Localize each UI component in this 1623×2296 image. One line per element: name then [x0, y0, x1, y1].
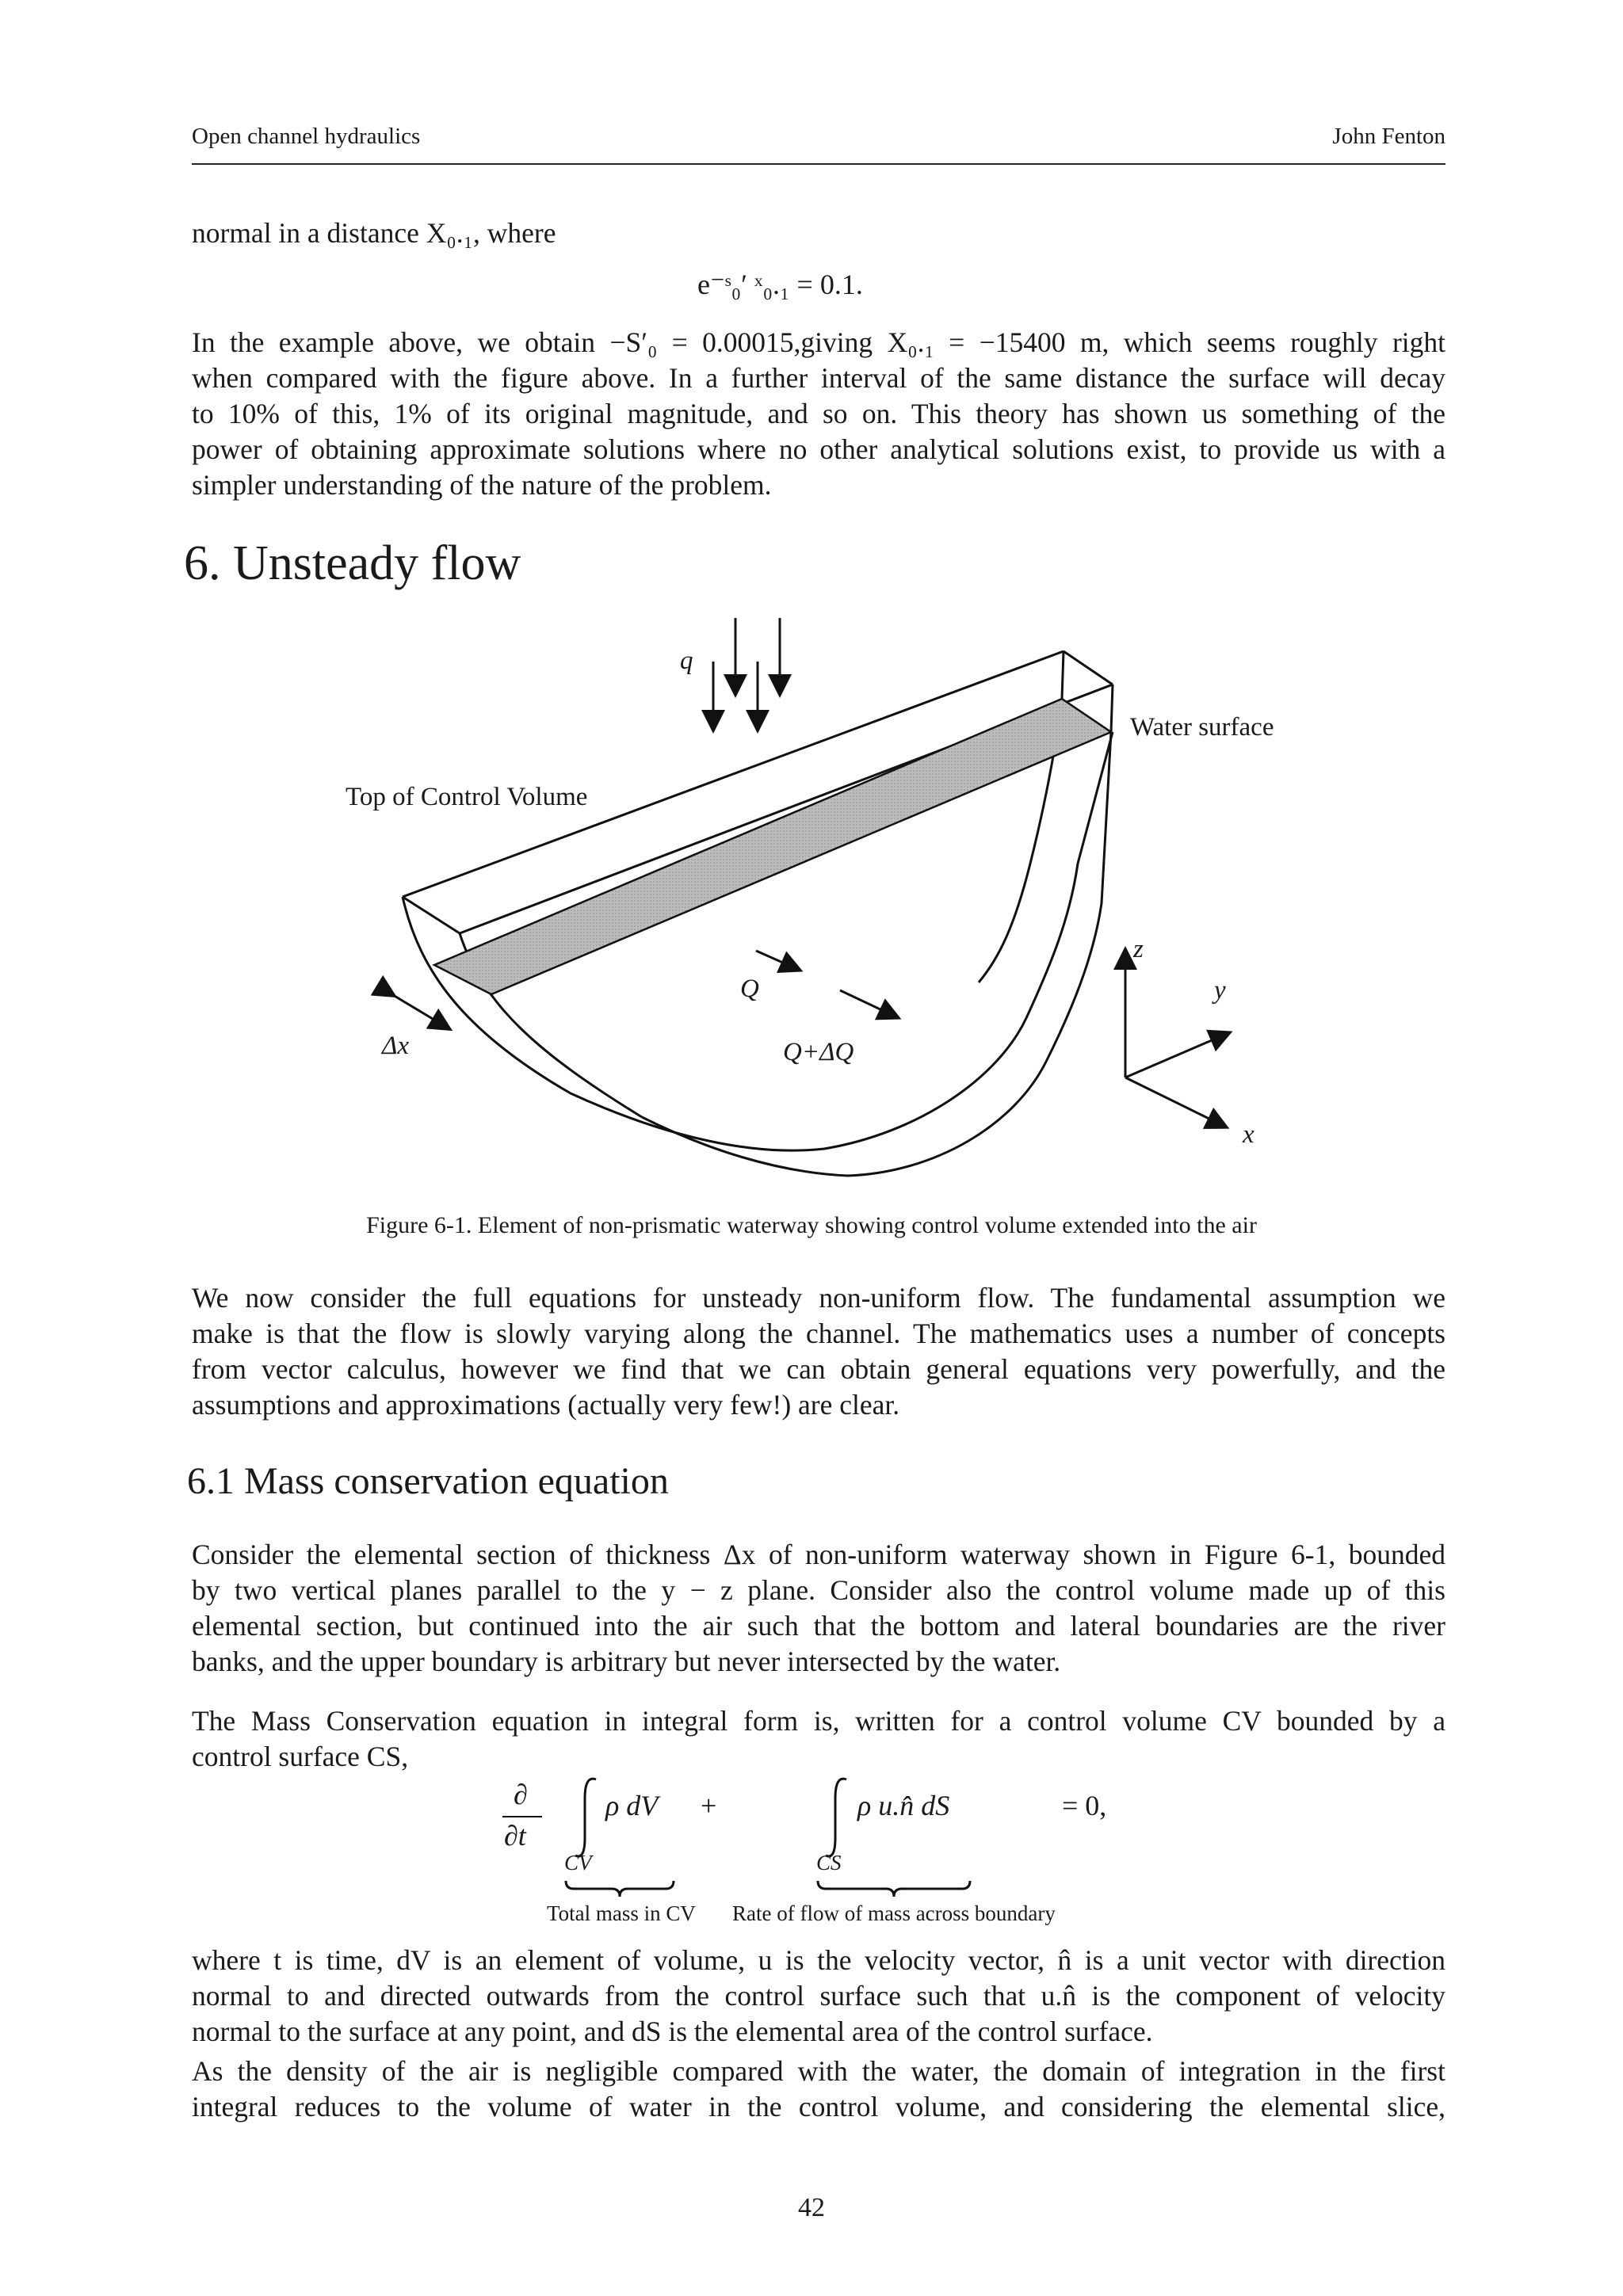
running-header	[192, 124, 1445, 165]
underbrace-cs	[816, 1879, 972, 1898]
underbrace-cv	[564, 1879, 675, 1898]
text-line: assumptions and approximations (actually very few!) are clear.	[192, 1389, 900, 1421]
text-line: where t is time, dV is an element of volume, u is the velocity vector, n̂ is a unit vector with direction	[192, 1944, 1445, 1976]
figure-control-volume	[333, 602, 1331, 1188]
coordinate-axes	[1125, 951, 1228, 1127]
text-line: power of obtaining approximate solutions where no other analytical solutions exist, to provide us with a	[192, 433, 1445, 465]
header-author: John Fenton	[1332, 124, 1445, 149]
page-number: 42	[798, 2193, 825, 2222]
label-top-cv: Top of Control Volume	[346, 783, 588, 811]
paragraph-density	[192, 2054, 1445, 2125]
paragraph-definitions	[192, 1943, 1445, 2050]
cv-right-vertical-2	[1111, 685, 1113, 732]
text-line: normal to the surface at any point, and dS is the elemental area of the control surface.	[192, 2016, 1153, 2047]
paragraph-mass-conservation	[192, 1703, 1445, 1775]
label-axis-x: x	[1243, 1120, 1254, 1149]
text-line: simpler understanding of the nature of the problem.	[192, 469, 772, 501]
intro-paragraph	[192, 325, 1445, 503]
figure-drawing	[333, 602, 1331, 1188]
partial-denominator: ∂t	[504, 1820, 526, 1852]
text-line: normal to and directed outwards from the control surface such that u.n̂ is the component of velocity	[192, 1980, 1445, 2012]
flow-arrow-q	[756, 951, 799, 970]
label-axis-y: y	[1214, 976, 1226, 1005]
header-title: Open channel hydraulics	[192, 124, 421, 149]
integral-sign-cv	[572, 1775, 604, 1862]
paragraph-unsteady	[192, 1280, 1445, 1423]
flow-arrow-q-dq	[840, 990, 897, 1017]
subsection-heading: 6.1 Mass conservation equation	[187, 1460, 669, 1502]
integrand-cs: ρ u.n̂ dS	[857, 1790, 950, 1821]
partial-numerator: ∂	[514, 1779, 528, 1810]
brace-label-flow-rate: Rate of flow of mass across boundary	[732, 1901, 1056, 1925]
brace-label-total-mass: Total mass in CV	[547, 1901, 696, 1925]
integrand-cv: ρ dV	[605, 1790, 659, 1821]
fraction-bar	[502, 1816, 542, 1817]
section-heading: 6. Unsteady flow	[184, 536, 521, 590]
plus-sign: +	[701, 1790, 717, 1821]
subscript-cs: CS	[816, 1851, 842, 1875]
text-line: by two vertical planes parallel to the y − z plane. Consider also the control volume made up of this	[192, 1574, 1445, 1606]
integral-sign-cs	[823, 1775, 854, 1862]
decay-equation: e⁻ˢ₀′ ˣ₀.₁ = 0.1.	[697, 269, 863, 300]
lateral-inflow-arrows	[713, 618, 780, 729]
subscript-cv: CV	[564, 1851, 592, 1875]
text-line: from vector calculus, however we find that we can obtain general equations very powerfully, and the	[192, 1353, 1445, 1385]
text-line: control surface CS,	[192, 1741, 409, 1772]
text-line: to 10% of this, 1% of its original magnitude, and so on. This theory has shown us something of the	[192, 398, 1445, 429]
text-line: make is that the flow is slowly varying along the channel. The mathematics uses a number of concepts	[192, 1318, 1445, 1349]
figure-caption: Figure 6-1. Element of non-prismatic waterway showing control volume extended into the air	[366, 1212, 1257, 1238]
text-line: As the density of the air is negligible compared with the water, the domain of integration in the first	[192, 2055, 1445, 2087]
dx-arrow	[393, 995, 449, 1028]
text-line: In the example above, we obtain −S′₀ = 0.00015,giving X₀.₁ = −15400 m, which seems roughly right	[192, 326, 1445, 358]
label-flow-q: Q	[740, 974, 759, 1003]
text-line: when compared with the figure above. In a further interval of the same distance the surface will decay	[192, 362, 1445, 394]
cv-right-vertical	[1062, 651, 1064, 699]
label-axis-z: z	[1133, 935, 1144, 963]
equals-zero: = 0,	[1062, 1790, 1107, 1821]
text-line: The Mass Conservation equation in integral form is, written for a control volume CV bounded by a	[192, 1705, 1445, 1737]
cv-top-far-end	[1064, 651, 1113, 685]
label-water-surface: Water surface	[1130, 713, 1274, 742]
text-line: We now consider the full equations for unsteady non-uniform flow. The fundamental assumption we	[192, 1282, 1445, 1314]
label-dx: Δx	[382, 1032, 410, 1060]
text-line: elemental section, but continued into the air such that the bottom and lateral boundaries are the river	[192, 1610, 1445, 1642]
paragraph-elemental-section	[192, 1537, 1445, 1680]
intro-line	[192, 215, 1445, 251]
label-flow-q-dq: Q+ΔQ	[783, 1038, 854, 1066]
text-line: banks, and the upper boundary is arbitrary but never intersected by the water.	[192, 1646, 1061, 1677]
intro-text: normal in a distance X₀.₁, where	[192, 217, 556, 249]
text-line: Consider the elemental section of thickness Δx of non-uniform waterway shown in Figure 6-1, bounded	[192, 1539, 1445, 1570]
label-q: q	[680, 646, 693, 675]
text-line: integral reduces to the volume of water in the control volume, and considering the elemental slice,	[192, 2091, 1445, 2122]
